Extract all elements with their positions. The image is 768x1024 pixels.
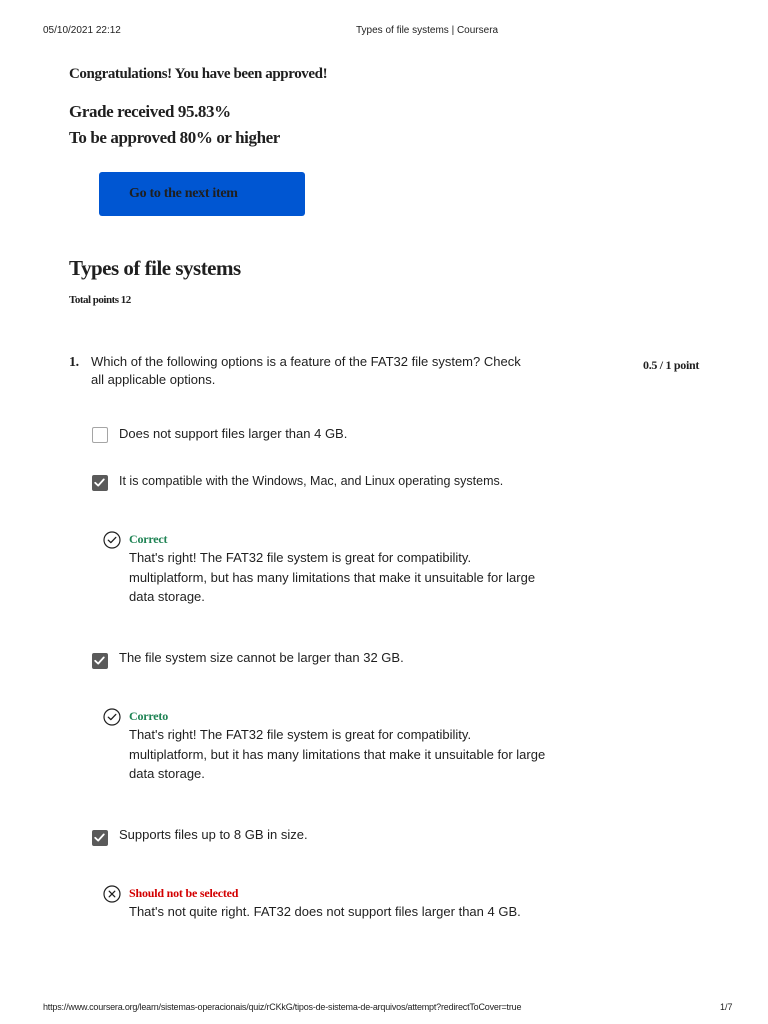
print-datetime: 05/10/2021 22:12 [43, 25, 121, 36]
option-label: The file system size cannot be larger than 32 GB. [119, 650, 404, 665]
option-label: Supports files up to 8 GB in size. [119, 827, 308, 842]
checkmark-icon [93, 831, 106, 844]
print-page-number: 1/7 [720, 1002, 733, 1012]
feedback-title: Correct [129, 532, 168, 546]
checkmark-icon [93, 476, 106, 489]
print-url: https://www.coursera.org/learn/sistemas-operacionais/quiz/rCKkG/tipos-de-sistema-de-arquivos/attempt?redirectToCover=true [43, 1002, 522, 1012]
feedback-title: Should not be selected [129, 886, 239, 900]
next-item-button[interactable]: Go to the next item [99, 172, 305, 216]
print-page-title: Types of file systems | Coursera [356, 25, 499, 36]
question-text: Which of the following options is a feature of the FAT32 file system? Check all applicable options. [91, 354, 521, 387]
check-circle-icon [103, 708, 121, 726]
approval-message: Congratulations! You have been approved! [69, 66, 328, 82]
option-label: Does not support files larger than 4 GB. [119, 426, 348, 441]
question-score: 0.5 / 1 point [643, 358, 700, 372]
check-circle-icon [103, 531, 121, 549]
checkbox-checked[interactable] [92, 475, 108, 491]
approval-requirement: To be approved 80% or higher [69, 128, 280, 147]
question-number: 1. [69, 355, 79, 370]
feedback-title: Correto [129, 709, 169, 723]
checkbox-checked[interactable] [92, 830, 108, 846]
feedback-text: That's right! The FAT32 file system is great for compatibility. multiplatform, but it has many limitations that make it unsuitable for large data storage. [129, 727, 546, 781]
feedback-text: That's not quite right. FAT32 does not support files larger than 4 GB. [129, 904, 521, 919]
feedback-text: That's right! The FAT32 file system is great for compatibility. multiplatform, but has many limitations that make it unsuitable for large data storage. [129, 550, 536, 604]
option-label: It is compatible with the Windows, Mac, and Linux operating systems. [119, 474, 504, 488]
checkbox-unchecked[interactable] [92, 427, 108, 443]
total-points: Total points 12 [69, 294, 131, 306]
checkbox-checked[interactable] [92, 653, 108, 669]
quiz-title: Types of file systems [69, 256, 241, 280]
grade-received: Grade received 95.83% [69, 102, 231, 121]
x-circle-icon [103, 885, 121, 903]
checkmark-icon [93, 654, 106, 667]
